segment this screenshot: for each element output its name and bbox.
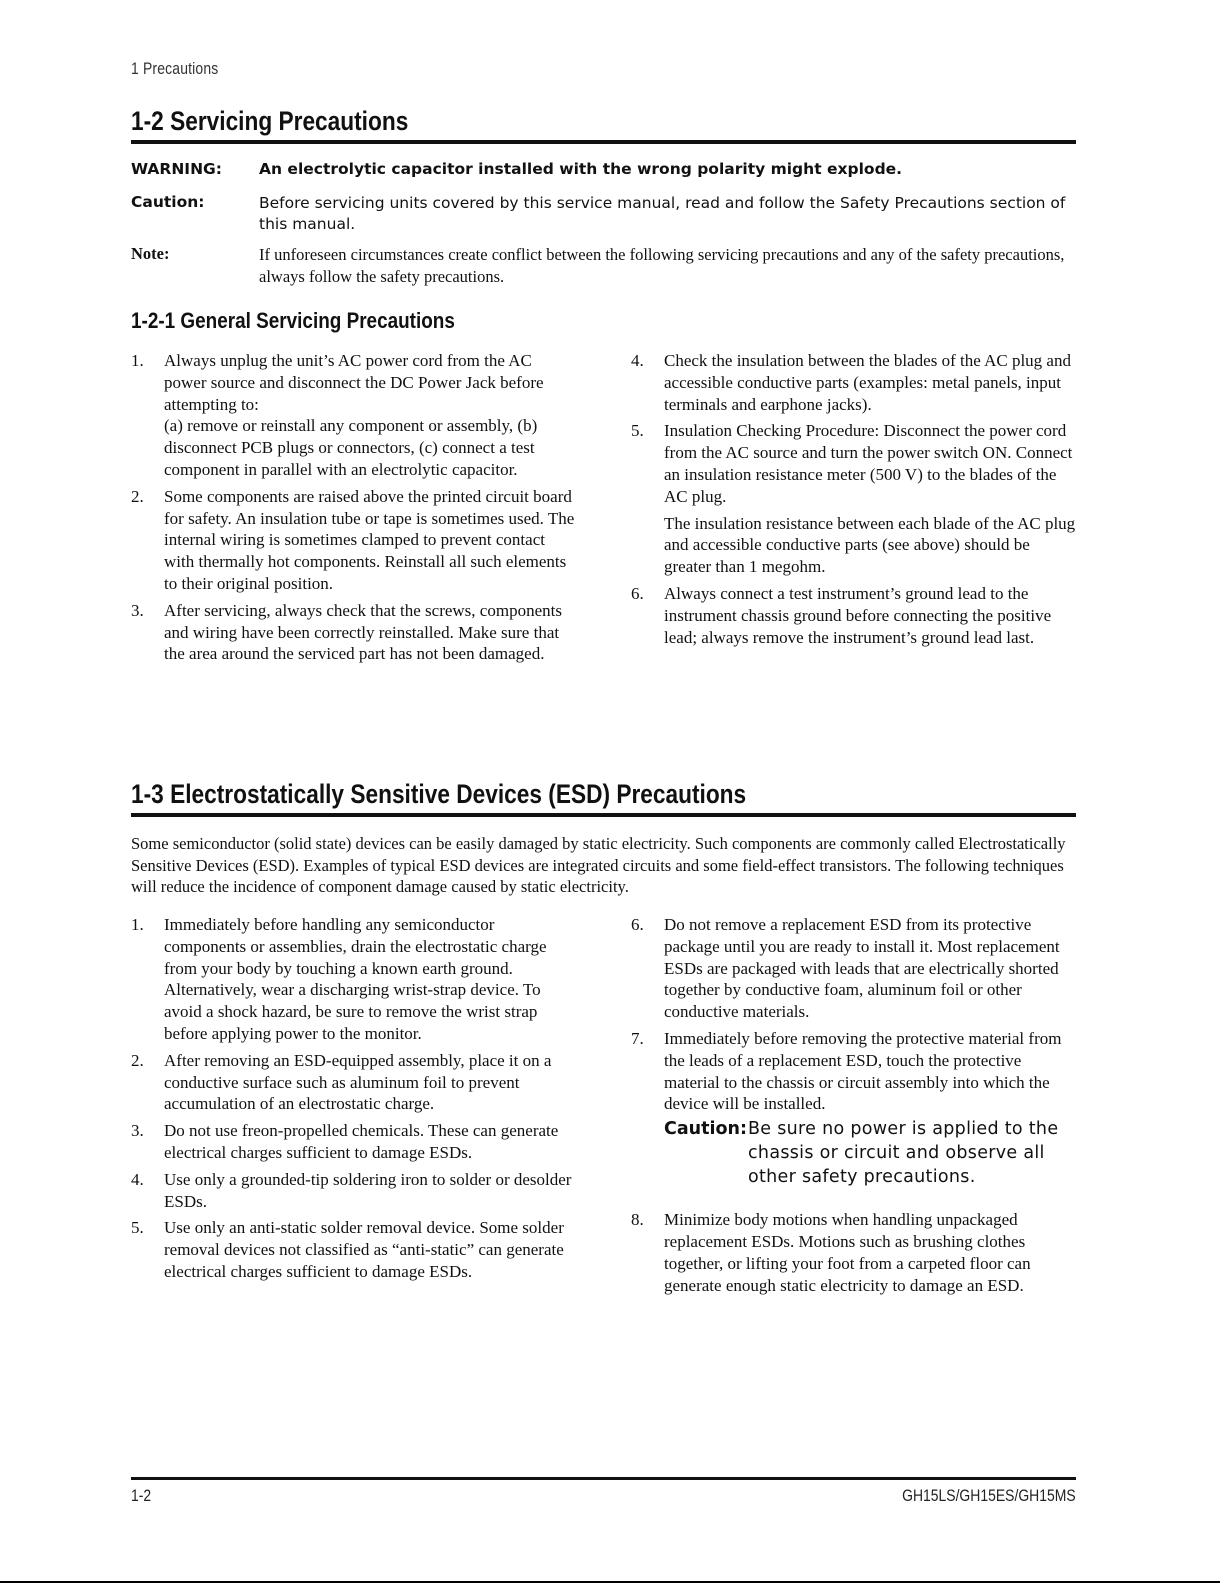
list-item (631, 1028, 1076, 1115)
item-text: Do not use freon-propelled chemicals. These can generate electrical charges sufficient to damage ESDs. (164, 1121, 559, 1162)
item-text: Immediately before removing the protective material from the leads of a replacement ESD, touch the protective material to the chassis or circuit assembly into which the device will be installed. (664, 1028, 1062, 1114)
servicing-list-left (131, 350, 576, 670)
item-number: 5. (131, 1218, 144, 1238)
item-text: Check the insulation between the blades of the AC plug and accessible conductive parts (examples: metal panels, input terminals and earphone jacks). (664, 351, 1071, 414)
list-item (631, 1209, 1076, 1296)
item-text: After removing an ESD-equipped assembly, place it on a conductive surface such as aluminum foil to prevent accumulation of an electrostatic charge. (164, 1050, 552, 1114)
item-text: After servicing, always check that the screws, components and wiring have been correctly reinstalled. Make sure that the area around the serviced part has not been damaged. (164, 600, 562, 664)
heading-rule (131, 813, 1076, 817)
note-text: If unforeseen circumstances create conflict between the following servicing precautions and any of the safety precautions, always follow the safety precautions. (259, 245, 1065, 286)
list-item (131, 350, 576, 481)
list-item (131, 1050, 576, 1115)
item-text: Use only an anti-static solder removal device. Some solder removal devices not classified as “anti-static” can generate electrical charges sufficient to damage ESDs. (164, 1218, 564, 1281)
section-heading-1-2: 1-2 Servicing Precautions (131, 106, 409, 136)
item-subtext: (a) remove or reinstall any component or assembly, (b) disconnect PCB plugs or connectors, (c) connect a test component in parallel with an electrolytic capacitor. (164, 416, 538, 479)
item-number: 4. (631, 351, 644, 370)
list-item (631, 583, 1076, 648)
list-item (131, 486, 576, 595)
list-item (631, 420, 1076, 578)
item-text: Always unplug the unit’s AC power cord from the AC power source and disconnect the DC Power Jack before attempting to: (164, 351, 544, 414)
note-label: Note: (131, 244, 170, 263)
item-number: 8. (631, 1210, 644, 1230)
item-text: Do not remove a replacement ESD from its protective package until you are ready to install it. Most replacement ESDs are packaged with leads that are electrically shorted together by conductive foam, aluminum foil or other conductive materials. (664, 915, 1060, 1022)
caution-text: Before servicing units covered by this service manual, read and follow the Safety Precautions section of this manual. (259, 194, 1066, 233)
list-item (631, 350, 1076, 415)
item-number: 6. (631, 915, 644, 934)
caution-notice (131, 193, 1076, 235)
item-number: 2. (131, 486, 144, 506)
list-item (131, 1169, 576, 1213)
section-heading-1-3: 1-3 Electrostatically Sensitive Devices (ESD) Precautions (131, 779, 747, 809)
list-item (131, 1217, 576, 1282)
esd-intro-paragraph: Some semiconductor (solid state) devices can be easily damaged by static electricity. Such components are commonly called Electrostatically Sensitive Devices (ESD). Examples of typical ESD devices are integrated circuits and some field-effect transistors. The following techniques will reduce the incidence of component damage caused by static electricity. (131, 834, 1066, 896)
item-text: Minimize body motions when handling unpackaged replacement ESDs. Motions such as brushing clothes together, or lifting your foot from a carpeted floor can generate enough static electricity to damage an ESD. (664, 1210, 1031, 1295)
esd-list-left (131, 914, 576, 1288)
caution-text: Be sure no power is applied to the chassis or circuit and observe all other safety precautions. (748, 1119, 1059, 1188)
item-subtext: The insulation resistance between each blade of the AC plug and accessible conductive parts (see above) should be greater than 1 megohm. (664, 513, 1076, 577)
esd-list-right (631, 914, 1076, 1301)
item-text: Immediately before handling any semiconductor components or assemblies, drain the electrostatic charge from your body by touching a known earth ground. Alternatively, wear a discharging wrist-strap device. To avoid a shock hazard, be sure to remove the wrist strap before applying power to the monitor. (164, 915, 547, 1043)
item-number: 5. (631, 421, 644, 441)
item-number: 6. (631, 583, 644, 603)
list-item (131, 1120, 576, 1164)
item-text: Use only a grounded-tip soldering iron to solder or desolder ESDs. (164, 1169, 572, 1211)
warning-label: WARNING: (131, 160, 222, 178)
warning-text: An electrolytic capacitor installed with the wrong polarity might explode. (259, 160, 903, 178)
list-item (131, 914, 576, 1045)
subsection-heading-1-2-1: 1-2-1 General Servicing Precautions (131, 308, 455, 333)
page-number: 1-2 (131, 1486, 152, 1505)
item-number: 3. (131, 600, 144, 620)
item-number: 1. (131, 915, 144, 934)
item-text: Some components are raised above the printed circuit board for safety. An insulation tube or tape is sometimes used. The internal wiring is sometimes clamped to prevent contact with thermally hot components. Reinstall all such elements to their original position. (164, 486, 575, 593)
notices-block (131, 160, 1076, 296)
list-item (131, 600, 576, 665)
item-text: Always connect a test instrument’s ground lead to the instrument chassis ground before connecting the positive lead; always remove the instrument’s ground lead last. (664, 583, 1052, 647)
item-number: 3. (131, 1121, 144, 1141)
item-number: 7. (631, 1028, 644, 1048)
list-item (631, 914, 1076, 1023)
footer-rule (131, 1477, 1076, 1480)
caution-label: Caution: (664, 1119, 747, 1140)
caution-label: Caution: (131, 193, 205, 211)
servicing-list-right (631, 350, 1076, 653)
item-number: 1. (131, 351, 144, 370)
esd-caution-block (664, 1117, 1076, 1189)
item-number: 4. (131, 1169, 144, 1189)
warning-notice (131, 160, 1076, 179)
item-text: Insulation Checking Procedure: Disconnect the power cord from the AC source and turn the power switch ON. Connect an insulation resistance meter (500 V) to the blades of the AC plug. (664, 421, 1073, 506)
running-head: 1 Precautions (131, 59, 219, 78)
note-notice (131, 244, 1076, 287)
item-number: 2. (131, 1050, 144, 1070)
model-numbers: GH15LS/GH15ES/GH15MS (902, 1486, 1076, 1505)
heading-rule (131, 140, 1076, 144)
